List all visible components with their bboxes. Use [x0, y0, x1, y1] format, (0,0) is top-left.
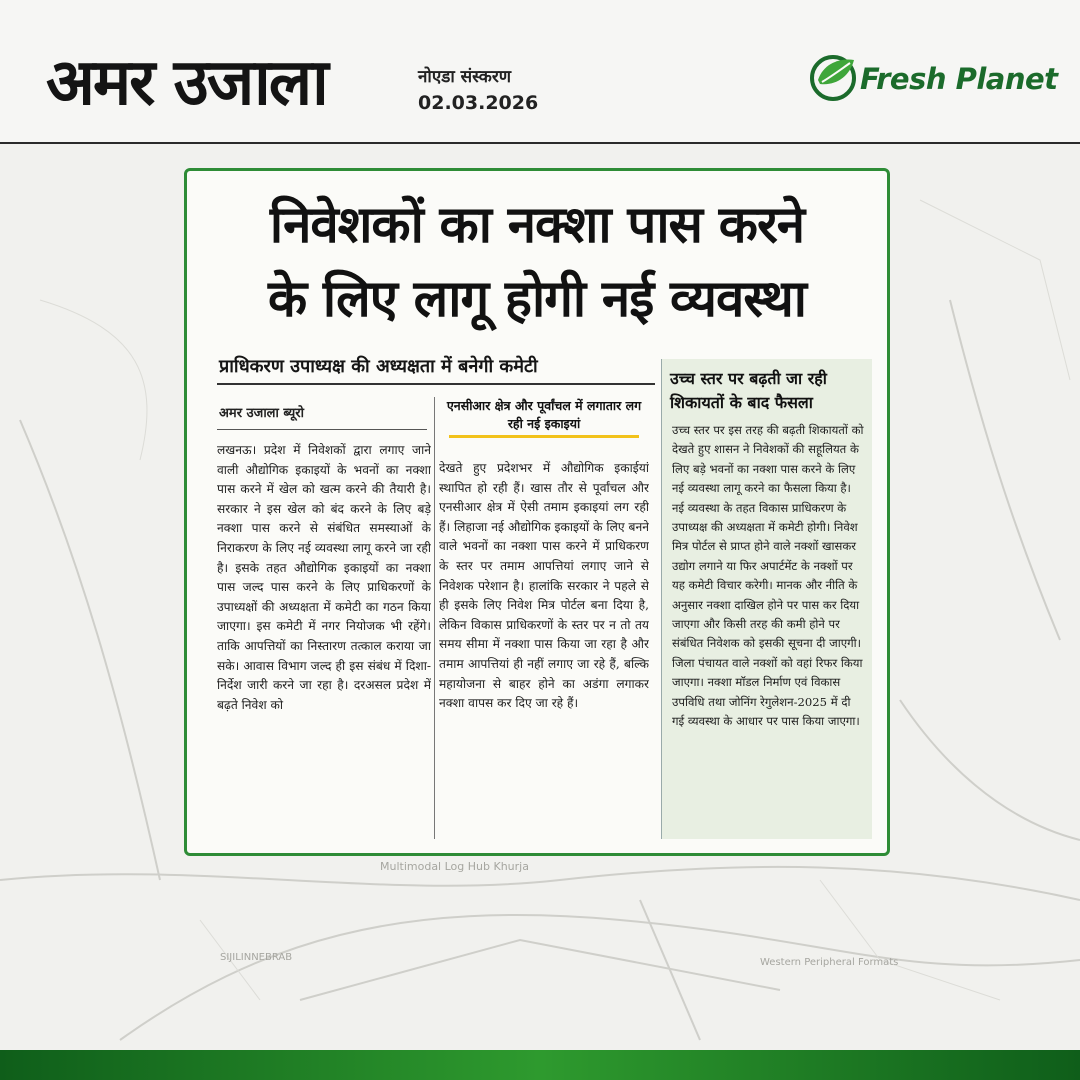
- sidebar-text: उच्च स्तर पर इस तरह की बढ़ती शिकायतों को देखते हुए शासन ने निवेशकों की सहूलियत के लिए बड़े भवनों का नक्शा पास करने के लिए नई व्यवस्था लागू करने का फैसला किया है। नई व्यवस्था के तहत विकास प्राधिकरण के उपाध्यक्ष की अध्यक्षता में कमेटी होगी। निवेश मित्र पोर्टल से प्राप्त होने वाले नक्शों खासकर उद्योग लगाने या फिर अपार्टमेंट के नक्शों पर यह कमेटी विचार करेगी। मानक और नीति के अनुसार नक्शा दाखिल होने पर पास कर दिया जाएगा और किसी तरह की कमी होने पर संबंधित निवेशक को इसकी सूचना दी जाएगी। जिला पंचायत वाले नक्शों को वहां रिफर किया जाएगा। नक्शा मॉडल निर्माण एवं विकास उपविधि तथा जोनिंग रेगुलेशन-2025 में दी गई व्यवस्था के आधार पर पास किया जाएगा।: [672, 423, 864, 729]
- column-divider: [434, 397, 435, 839]
- highlight-rule: [449, 435, 639, 438]
- divider: [217, 429, 427, 430]
- news-clipping: [184, 168, 890, 856]
- sidebar-headline: उच्च स्तर पर बढ़ती जा रही शिकायतों के बाद फैसला: [670, 369, 827, 412]
- mid-headline: एनसीआर क्षेत्र और पूर्वांचल में लगातार लग रही नई इकाइयां: [446, 398, 642, 431]
- edition-label: नोएडा संस्करण: [418, 67, 512, 87]
- brand-logo: [806, 48, 1066, 108]
- headline: [187, 189, 887, 337]
- edition-date: 02.03.2026: [418, 92, 539, 114]
- newspaper-logo: अमर उजाला: [46, 46, 327, 120]
- sidebar-box: [661, 359, 872, 839]
- map-label: SIJILINNEBRAB: [220, 952, 293, 963]
- brand-name: Fresh Planet: [860, 62, 1058, 96]
- map-label: Multimodal Log Hub Khurja: [380, 860, 529, 873]
- footer-band: [0, 1050, 1080, 1080]
- map-label: Western Peripheral Formats: [760, 957, 899, 968]
- article-column-1: लखनऊ। प्रदेश में निवेशकों द्वारा लगाए जाने वाली औद्योगिक इकाइयों के भवनों का नक्शा पास करने में खेल को खत्म करने की तैयारी है। सरकार ने इस खेल को बंद करने के लिए बड़े नक्शा पास करने से संबंधित समस्याओं के निराकरण के लिए नई व्यवस्था लागू करने जा रही है। इसके तहत औद्योगिक इकाइयों का नक्शा पास जल्द पास करने के लिए प्राधिकरणों के उपाध्यक्षों की अध्यक्षता में कमेटी का गठन किया जाएगा। इस कमेटी में नगर नियोजक भी रहेंगे। ताकि आपत्तियों का निस्तारण तत्काल कराया जा सके। आवास विभाग जल्द ही इस संबंध में दिशा-निर्देश जारी करने जा रहा है। दरअसल प्रदेश में बढ़ते निवेश को: [217, 443, 431, 712]
- subheadline: प्राधिकरण उपाध्यक्ष की अध्यक्षता में बनेगी कमेटी: [219, 356, 538, 377]
- headline-line-1: निवेशकों का नक्शा पास करने: [269, 196, 805, 255]
- byline: अमर उजाला ब्यूरो: [219, 406, 304, 421]
- divider: [217, 383, 655, 385]
- headline-line-2: के लिए लागू होगी नई व्यवस्था: [268, 270, 806, 329]
- leaf-icon: [806, 50, 860, 104]
- article-column-2: देखते हुए प्रदेशभर में औद्योगिक इकाईयां स्थापित हो रही हैं। खास तौर से पूर्वांचल और एनसीआर क्षेत्र में ऐसी तमाम इकाइयां लग रही हैं। लिहाजा नई औद्योगिक इकाइयों के लिए बनने वाले भवनों का नक्शा पास करने में प्राधिकरण के स्तर पर तमाम आपत्तियां लगाए जाने से निवेशक परेशान है। हालांकि सरकार ने पहले से ही इसके लिए निवेश मित्र पोर्टल बना दिया है, लेकिन विकास प्राधिकरणों के स्तर पर न तो तय समय सीमा में नक्शा पास किया जा रहा है और तमाम आपत्तियां ही नहीं लगाए जा रहे हैं, बल्कि महायोजना से बाहर होने का अडंगा लगाकर नक्शा वापस कर दिए जा रहे हैं।: [439, 461, 649, 711]
